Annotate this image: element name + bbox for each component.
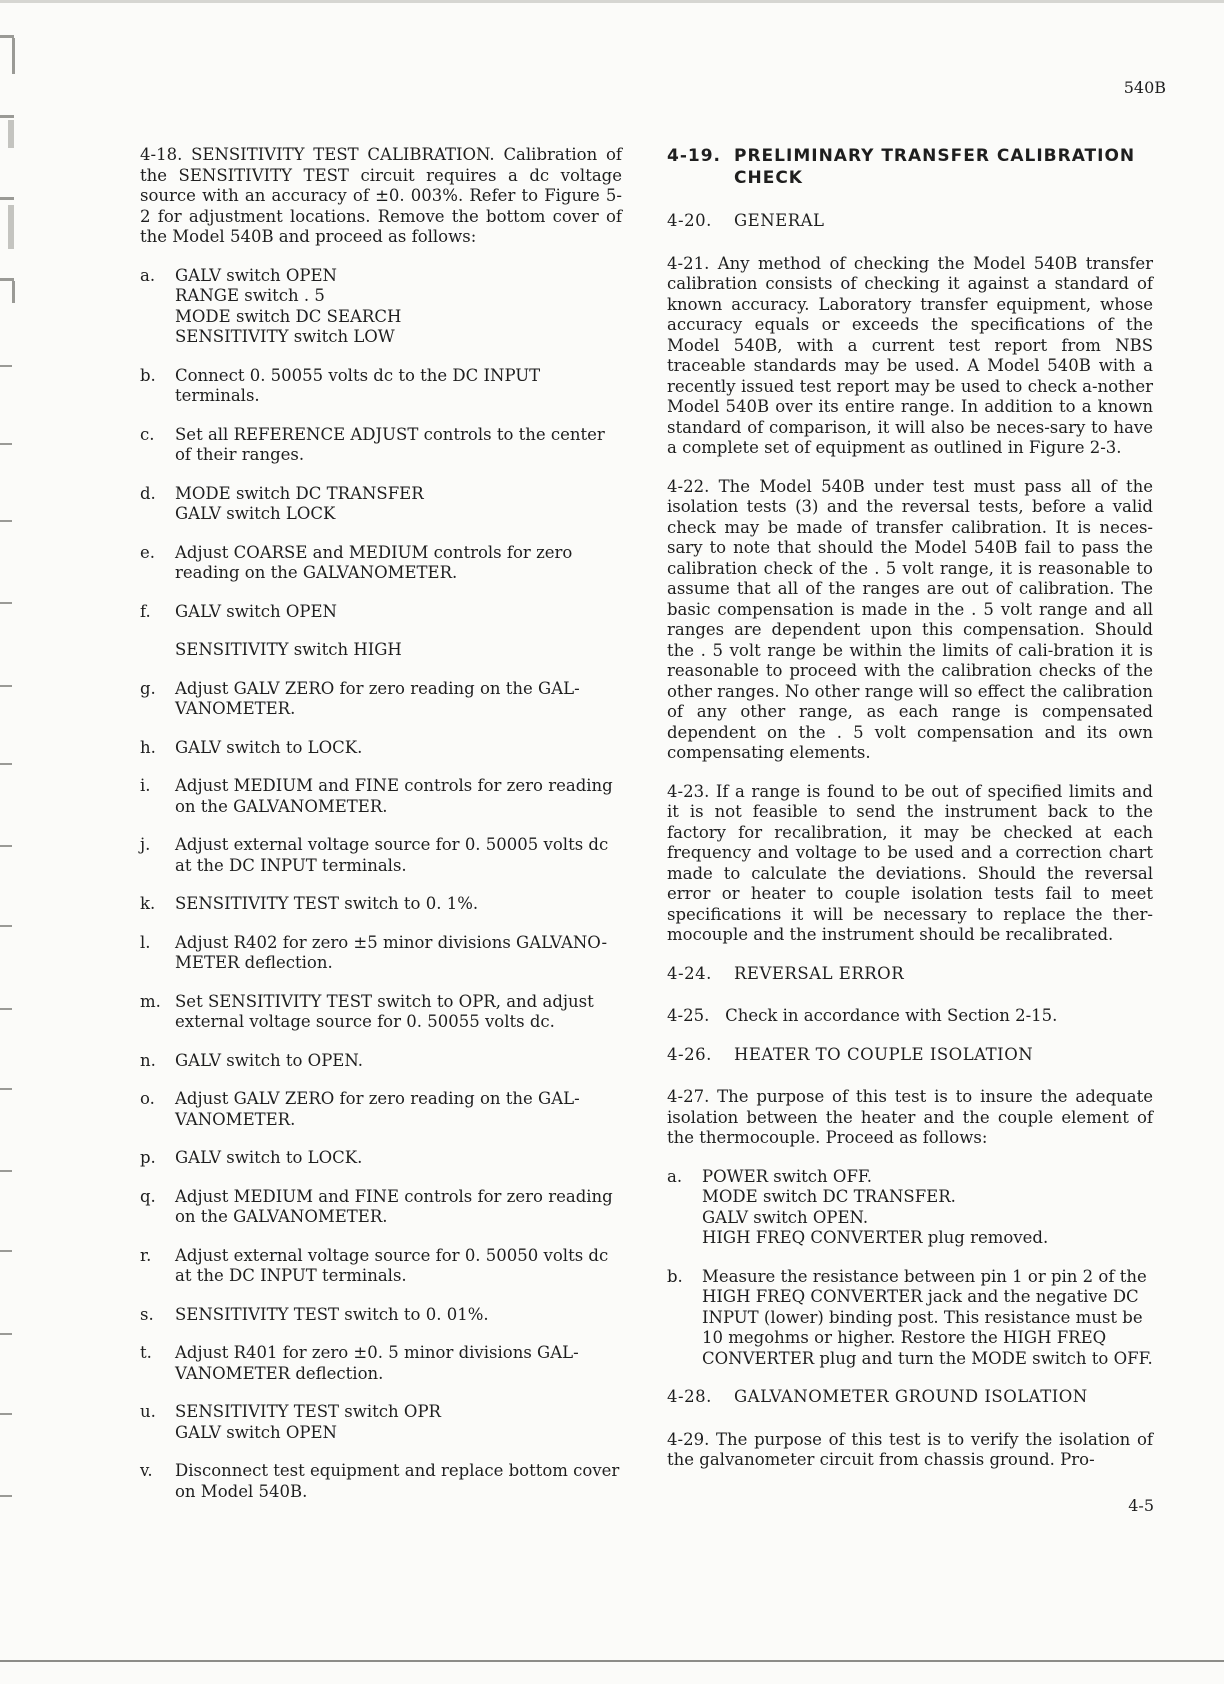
- subheading-heater-isolation: [667, 1045, 1153, 1066]
- item-text: [175, 1402, 622, 1443]
- subheading-reversal-error: [667, 964, 1153, 985]
- item-letter: p.: [140, 1148, 156, 1167]
- item-text: GALV switch to LOCK.: [175, 737, 363, 757]
- list-item: [140, 484, 622, 525]
- item-letter: m.: [140, 991, 161, 1011]
- item-letter: h.: [140, 737, 156, 757]
- paragraph-number: 4-22.: [667, 476, 710, 496]
- paragraph-number: 4-27.: [667, 1087, 710, 1106]
- list-item: [140, 1148, 622, 1169]
- item-line: SENSITIVITY TEST switch OPR: [175, 1402, 441, 1421]
- item-text: SENSITIVITY TEST switch to 0. 01%.: [175, 1304, 489, 1324]
- scan-bottom-rule: [0, 1660, 1224, 1662]
- item-line: MODE switch DC SEARCH: [175, 306, 402, 326]
- item-letter: b.: [140, 365, 156, 385]
- item-text: Adjust R401 for zero ±0. 5 minor divisions GAL-VANOMETER deflection.: [175, 1343, 579, 1383]
- item-text: SENSITIVITY TEST switch to 0. 1%.: [175, 894, 479, 913]
- item-text: Adjust external voltage source for 0. 50050 volts dc at the DC INPUT terminals.: [175, 1245, 609, 1285]
- item-line: SENSITIVITY switch LOW: [175, 327, 395, 346]
- item-text: [175, 266, 622, 348]
- sensitivity-test-steps: [140, 266, 622, 1503]
- left-column: [140, 145, 622, 1520]
- list-item: [140, 1305, 622, 1326]
- item-letter: q.: [140, 1186, 156, 1206]
- subheading-title: GALVANOMETER GROUND ISOLATION: [734, 1387, 1088, 1406]
- item-text: GALV switch to LOCK.: [175, 1148, 363, 1167]
- item-line: GALV switch OPEN: [175, 265, 337, 285]
- right-column: [667, 145, 1153, 1489]
- item-letter: r.: [140, 1245, 152, 1265]
- list-item: [140, 602, 622, 661]
- item-text: Adjust MEDIUM and FINE controls for zero reading on the GALVANOMETER.: [175, 776, 613, 816]
- section-title: PRELIMINARY TRANSFER CALIBRATION CHECK: [734, 146, 1136, 188]
- list-item: [140, 266, 622, 348]
- subheading-number: 4-28.: [667, 1387, 712, 1406]
- item-letter: b.: [667, 1266, 683, 1286]
- paragraph-4-29: [667, 1430, 1153, 1471]
- list-item: [140, 1461, 622, 1502]
- list-item: [667, 1167, 1153, 1249]
- model-header: 540B: [1123, 78, 1166, 97]
- heater-isolation-steps: [667, 1167, 1153, 1370]
- paragraph-4-23: [667, 782, 1153, 946]
- list-item: [140, 1187, 622, 1228]
- item-line: SENSITIVITY switch HIGH: [175, 640, 402, 659]
- subheading-title: REVERSAL ERROR: [734, 963, 905, 983]
- page-number: 4-5: [1128, 1496, 1154, 1515]
- item-line: MODE switch DC TRANSFER: [175, 483, 424, 503]
- item-line: POWER switch OFF.: [702, 1166, 873, 1186]
- item-letter: i.: [140, 776, 151, 795]
- item-line: GALV switch OPEN.: [702, 1207, 869, 1227]
- paragraph-4-27: [667, 1087, 1153, 1149]
- paragraph-text: Calibration of the SENSITIVITY TEST circuit requires a dc voltage source with an accuracy of ±0. 003%. Refer to Figure 5-2 for adjustment locations. Remove the bottom cover of the Model 540B and proceed as follows:: [140, 145, 623, 246]
- item-text: Adjust COARSE and MEDIUM controls for zero reading on the GALVANOMETER.: [175, 542, 573, 582]
- item-text: GALV switch to OPEN.: [175, 1050, 363, 1070]
- paragraph-text: The Model 540B under test must pass all of the isolation tests (3) and the reversal tests, before a valid check may be made of transfer calibration. It is neces-sary to note that should the Model 540B fail to pass the calibration check of the . 5 volt range, it is reasonable to assume that all of the ranges are out of calibration. The basic compensation is made in the . 5 volt range and all ranges are dependent upon this compensation. Should the . 5 volt range be within the limits of cali-bration it is reasonable to proceed with the calibration checks of the other ranges. No other range will so effect the calibration of any other range, as each range is compensated dependent on the . 5 volt compensation and its own compensating elements.: [667, 476, 1153, 762]
- item-line: MODE switch DC TRANSFER.: [702, 1187, 956, 1206]
- item-letter: v.: [140, 1461, 153, 1480]
- list-item: [140, 835, 622, 876]
- item-line: GALV switch OPEN: [175, 601, 337, 621]
- item-text: Measure the resistance between pin 1 or pin 2 of the HIGH FREQ CONVERTER jack and the negative DC INPUT (lower) binding post. This resistance must be 10 megohms or higher. Restore the HIGH FREQ CONVERTER plug and turn the MODE switch to OFF.: [702, 1266, 1153, 1368]
- item-letter: s.: [140, 1304, 154, 1324]
- list-item: [140, 933, 622, 974]
- list-item: [140, 894, 622, 915]
- section-number: 4-19.: [667, 146, 721, 166]
- subheading-number: 4-20.: [667, 211, 712, 230]
- subheading-title: GENERAL: [734, 211, 825, 230]
- section-heading: [667, 145, 1153, 189]
- paragraph-4-25: [667, 1006, 1153, 1027]
- list-item: [140, 425, 622, 466]
- list-item: [140, 1089, 622, 1130]
- list-item: [140, 992, 622, 1033]
- item-letter: o.: [140, 1089, 155, 1108]
- item-text: Connect 0. 50055 volts dc to the DC INPUT terminals.: [175, 365, 541, 405]
- paragraph-4-18: [140, 145, 622, 248]
- item-text: [175, 484, 622, 525]
- list-item: [140, 366, 622, 407]
- scan-margin-marks: [0, 0, 40, 1684]
- paragraph-number: 4-18.: [140, 145, 183, 164]
- item-letter: a.: [667, 1166, 683, 1186]
- paragraph-number: 4-25.: [667, 1006, 710, 1025]
- item-letter: g.: [140, 678, 156, 698]
- subheading-galvanometer-ground: [667, 1387, 1153, 1408]
- item-letter: c.: [140, 424, 155, 444]
- item-letter: k.: [140, 894, 156, 913]
- list-item: [667, 1267, 1153, 1370]
- item-letter: a.: [140, 265, 156, 285]
- scan-top-edge: [0, 0, 1224, 3]
- list-item: [140, 1402, 622, 1443]
- paragraph-text: If a range is found to be out of specified limits and it is not feasible to send the instrument back to the factory for recalibration, it may be checked at each frequency and voltage to be used and a correction chart made to calculate the deviations. Should the reversal error or heater to couple isolation tests fail to meet specifications it will be necessary to replace the ther-mocouple and the instrument should be recalibrated.: [667, 781, 1153, 944]
- list-item: [140, 679, 622, 720]
- item-text: Adjust external voltage source for 0. 50005 volts dc at the DC INPUT terminals.: [175, 835, 609, 875]
- item-letter: l.: [140, 932, 151, 952]
- item-letter: e.: [140, 542, 156, 562]
- subheading-number: 4-26.: [667, 1044, 712, 1064]
- item-letter: f.: [140, 601, 151, 621]
- item-text: Set SENSITIVITY TEST switch to OPR, and adjust external voltage source for 0. 50055 volts dc.: [175, 991, 594, 1031]
- item-letter: t.: [140, 1343, 152, 1362]
- list-item: [140, 776, 622, 817]
- item-text: Disconnect test equipment and replace bottom cover on Model 540B.: [175, 1461, 620, 1501]
- list-item: [140, 1246, 622, 1287]
- paragraph-text: Any method of checking the Model 540B transfer calibration consists of checking it against a standard of known accuracy. Laboratory transfer equipment, whose accuracy equals or exceeds the specifications of the Model 540B, with a current test report from NBS traceable standards may be used. A Model 540B with a recently issued test report may be used to check a-nother Model 540B over its entire range. In addition to a known standard of comparison, it will also be neces-sary to have a complete set of equipment as outlined in Figure 2-3.: [667, 253, 1153, 457]
- paragraph-4-21: [667, 254, 1153, 459]
- paragraph-4-22: [667, 477, 1153, 764]
- item-text: Set all REFERENCE ADJUST controls to the center of their ranges.: [175, 424, 605, 464]
- subheading-number: 4-24.: [667, 963, 712, 983]
- item-letter: u.: [140, 1402, 156, 1421]
- list-item: [140, 1051, 622, 1072]
- subheading-general: [667, 211, 1153, 232]
- paragraph-number: 4-29.: [667, 1429, 710, 1449]
- item-text: Adjust R402 for zero ±5 minor divisions GALVANO-METER deflection.: [175, 932, 608, 972]
- item-text: [702, 1167, 1153, 1249]
- paragraph-number: 4-21.: [667, 253, 710, 273]
- item-line: GALV switch OPEN: [175, 1422, 337, 1442]
- paragraph-text: The purpose of this test is to insure the adequate isolation between the heater and the couple element of the thermocouple. Proceed as follows:: [667, 1087, 1153, 1147]
- item-letter: d.: [140, 483, 156, 503]
- item-line: HIGH FREQ CONVERTER plug removed.: [702, 1228, 1049, 1247]
- subheading-title: HEATER TO COUPLE ISOLATION: [734, 1044, 1034, 1064]
- list-item: [140, 1343, 622, 1384]
- paragraph-number: 4-23.: [667, 781, 710, 801]
- list-item: [140, 738, 622, 759]
- list-item: [140, 543, 622, 584]
- item-text: [175, 602, 622, 661]
- item-letter: n.: [140, 1050, 156, 1070]
- paragraph-text: Check in accordance with Section 2-15.: [725, 1006, 1058, 1025]
- item-line: GALV switch LOCK: [175, 504, 336, 523]
- item-text: Adjust GALV ZERO for zero reading on the GAL-VANOMETER.: [175, 678, 580, 718]
- item-text: Adjust GALV ZERO for zero reading on the GAL-VANOMETER.: [175, 1089, 580, 1129]
- paragraph-text: The purpose of this test is to verify the isolation of the galvanometer circuit from chassis ground. Pro-: [667, 1429, 1154, 1469]
- item-letter: j.: [140, 835, 151, 854]
- item-line: RANGE switch . 5: [175, 286, 325, 305]
- item-text: Adjust MEDIUM and FINE controls for zero reading on the GALVANOMETER.: [175, 1186, 613, 1226]
- paragraph-title: SENSITIVITY TEST CALIBRATION.: [191, 145, 495, 164]
